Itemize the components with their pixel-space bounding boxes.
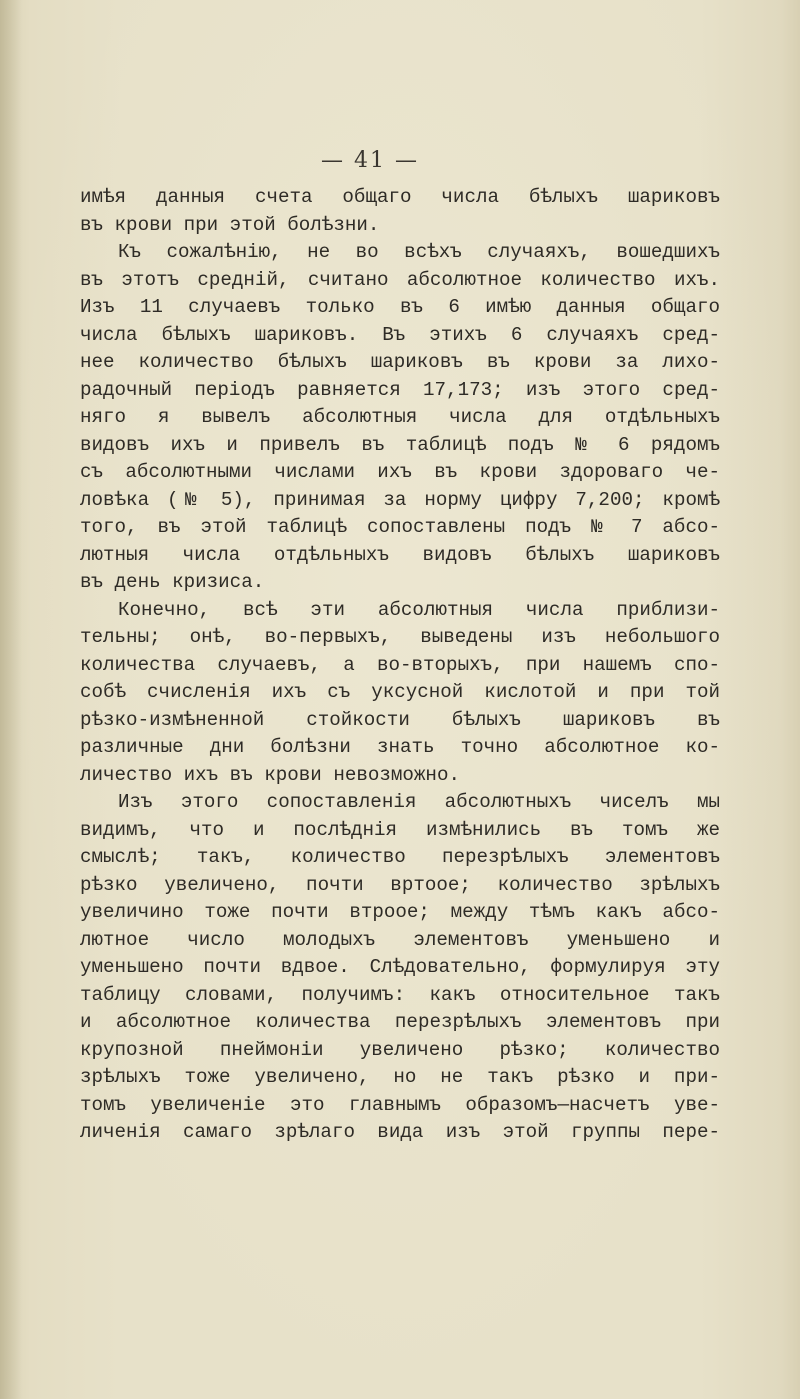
text-line: съ абсолютными числами ихъ въ крови здороваго че- — [80, 461, 720, 483]
text-line: радочный періодъ равняется 17,173; изъ этого сред- — [80, 378, 720, 401]
text-line: различные дни болѣзни знать точно абсолютное ко- — [80, 736, 720, 758]
text-line: и абсолютное количества перезрѣлыхъ элементовъ при — [80, 1011, 720, 1033]
text-line: Изъ этого сопоставленія абсолютныхъ чиселъ мы — [118, 791, 720, 813]
text-line: лютное число молодыхъ элементовъ уменьшено и — [80, 928, 720, 951]
text-line: числа бѣлыхъ шариковъ. Въ этихъ 6 случаяхъ сред- — [80, 323, 720, 346]
text-line: таблицу словами, получимъ: какъ относительное такъ — [80, 983, 720, 1006]
text-line: уменьшено почти вдвое. Слѣдовательно, формулируя эту — [80, 956, 720, 978]
text-line: въ день кризиса. — [80, 571, 265, 593]
text-line: личенія самаго зрѣлаго вида изъ этой группы пере- — [80, 1121, 720, 1143]
text-line: рѣзко увеличено, почти вртоое; количество зрѣлыхъ — [80, 873, 720, 896]
text-line: нее количество бѣлыхъ шариковъ въ крови за лихо- — [80, 351, 720, 373]
text-line: собѣ счисленія ихъ съ уксусной кислотой и при той — [80, 681, 720, 703]
text-line: видовъ ихъ и привелъ въ таблицѣ подъ № 6 рядомъ — [80, 433, 720, 456]
text-line: смыслѣ; такъ, количество перезрѣлыхъ элементовъ — [80, 846, 720, 868]
text-line: Изъ 11 случаевъ только въ 6 имѣю данныя общаго — [80, 296, 720, 318]
text-line: имѣя данныя счета общаго числа бѣлыхъ шариковъ — [80, 186, 720, 208]
text-line: видимъ, что и послѣднія измѣнились въ томъ же — [80, 818, 720, 841]
body-text — [80, 184, 720, 1147]
text-line: няго я вывелъ абсолютныя числа для отдѣльныхъ — [80, 406, 720, 428]
text-line: тельны; онѣ, во-первыхъ, выведены изъ небольшого — [80, 626, 720, 648]
text-line: увеличино тоже почти втроое; между тѣмъ какъ абсо- — [80, 901, 720, 923]
page-number: — 41 — — [321, 148, 419, 173]
text-line: томъ увеличеніе это главнымъ образомъ—насчетъ уве- — [80, 1093, 720, 1116]
text-line: зрѣлыхъ тоже увеличено, но не такъ рѣзко и при- — [80, 1066, 720, 1088]
text-line: Къ сожалѣнію, не во всѣхъ случаяхъ, вошедшихъ — [118, 241, 720, 263]
text-line: личество ихъ въ крови невозможно. — [80, 763, 460, 786]
text-line: ловѣка (№ 5), принимая за норму цифру 7,200; кромѣ — [80, 488, 720, 511]
text-line: рѣзко-измѣненной стойкости бѣлыхъ шариковъ въ — [80, 708, 720, 731]
text-line: количества случаевъ, а во-вторыхъ, при нашемъ спо- — [80, 653, 720, 676]
text-line: въ крови при этой болѣзни. — [80, 213, 380, 236]
text-line: въ этотъ средній, считано абсолютное количество ихъ. — [80, 268, 720, 291]
text-line: того, въ этой таблицѣ сопоставлены подъ № 7 абсо- — [80, 516, 720, 538]
text-line: Конечно, всѣ эти абсолютныя числа приблизи- — [118, 598, 720, 621]
page-edge-shadow — [0, 0, 22, 1399]
text-line: лютныя числа отдѣльныхъ видовъ бѣлыхъ шариковъ — [80, 543, 720, 566]
text-line: крупозной пнеймоніи увеличено рѣзко; количество — [80, 1038, 720, 1061]
